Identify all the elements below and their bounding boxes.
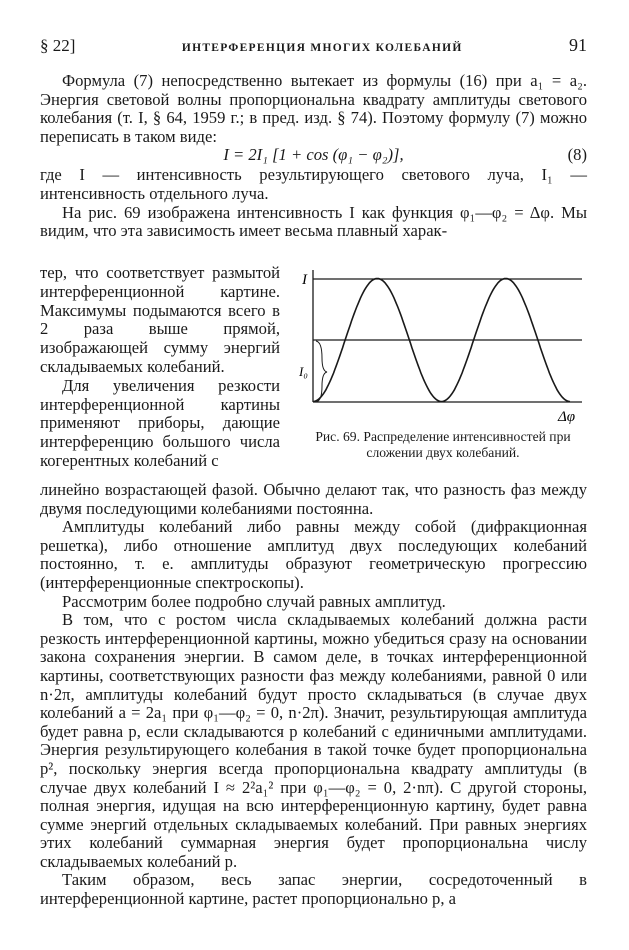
paragraph-figure-ref: На рис. 69 изображена интенсивность I как функция φ₁—φ₂ = Δφ. Мы видим, что эта зависимость имеет весьма плавный харак- bbox=[40, 202, 587, 241]
paragraph-energy-conservation: В том, что с ростом числа складываемых колебаний должна расти резкость интерференционной картины, можно убедиться сразу на основании закона сохранения энергии. В самом деле, в точках интерференционной картины, соответствующих разности фаз между колебаниями, равной 0 или n·2π, амплитуды колебаний будут просто складываться (в случае двух колебаний a = 2a₁ при φ₁—φ₂ = 0, n·2π). Значит, результирующая амплитуда будет равна p, если складываются p колебаний с единичными амплитудами. Энергия результирующего колебания в такой точке будет пропорциональна p², поскольку энергия всегда пропорциональна квадрату амплитуды (в случае двух колебаний I ≈ 2²a₁² при φ₁—φ₂ = 0, 2·nπ). С другой стороны, полная энергия, идущая на всю интерференционную картину, будет равна сумме энергий отдельных складываемых колебаний. При равных энергиях этих колебаний суммарная энергия будет пропорциональна числу складываемых колебаний p. bbox=[40, 610, 587, 871]
running-header bbox=[40, 36, 587, 56]
i0-brace bbox=[316, 341, 327, 402]
text-block-bottom bbox=[40, 481, 587, 909]
section-ref: § 22] bbox=[40, 36, 76, 55]
text-block-top bbox=[40, 72, 587, 241]
label-i: I bbox=[302, 272, 307, 288]
running-title: ИНТЕРФЕРЕНЦИЯ МНОГИХ КОЛЕБАНИЙ bbox=[181, 42, 463, 54]
paragraph-sharpness-intro: Для увеличения резкости интерференционной картины применяют приборы, дающие интерференцию большого числа когерентных колебаний с bbox=[40, 375, 280, 470]
text-block-narrow bbox=[40, 264, 280, 471]
label-delta-phi: Δφ bbox=[558, 409, 576, 425]
paragraph-amplitudes: Амплитуды колебаний либо равны между собой (дифракционная решетка), либо отношение амплитуд двух последующих колебаний постоянно, т. е. амплитуды образуют геометрическую прогрессию (интерференционные спектроскопы). bbox=[40, 517, 587, 592]
figure-caption: Рис. 69. Распределение интенсивностей при сложении двух колебаний. bbox=[315, 429, 571, 460]
paragraph-formula-intro: Формула (7) непосредственно вытекает из формулы (16) при a₁ = a₂. Энергия световой волны пропорциональна квадрату амплитуды светового колебания (т. I, § 64, 1959 г.; в пред. изд. § 74). Поэтому формулу (7) можно переписать в таком виде: bbox=[40, 71, 587, 146]
label-i0: I₀ bbox=[299, 364, 308, 379]
paragraph-equal-amplitudes: Рассмотрим более подробно случай равных амплитуд. bbox=[62, 591, 446, 611]
paragraph-definitions: где I — интенсивность результирующего светового луча, I₁ — интенсивность отдельного луча. bbox=[40, 165, 587, 203]
equation-number: (8) bbox=[567, 145, 587, 165]
equation-formula: I = 2I₁ [1 + cos (φ₁ − φ₂)], bbox=[223, 145, 404, 165]
page-number: 91 bbox=[569, 35, 587, 55]
paragraph-conclusion: Таким образом, весь запас энергии, сосредоточенный в интерференционной картине, растет пропорционально p, а bbox=[40, 870, 587, 909]
equation-8 bbox=[40, 146, 587, 166]
paragraph-smooth-dependence: тер, что соответствует размытой интерференционной картине. Максимумы подымаются всего в 2 раза выше прямой, изображающей сумму энергий складываемых колебаний. bbox=[40, 263, 280, 376]
paragraph-linear-phase: линейно возрастающей фазой. Обычно делают так, что разность фаз между двумя последующими колебаниями постоянна. bbox=[40, 480, 587, 518]
